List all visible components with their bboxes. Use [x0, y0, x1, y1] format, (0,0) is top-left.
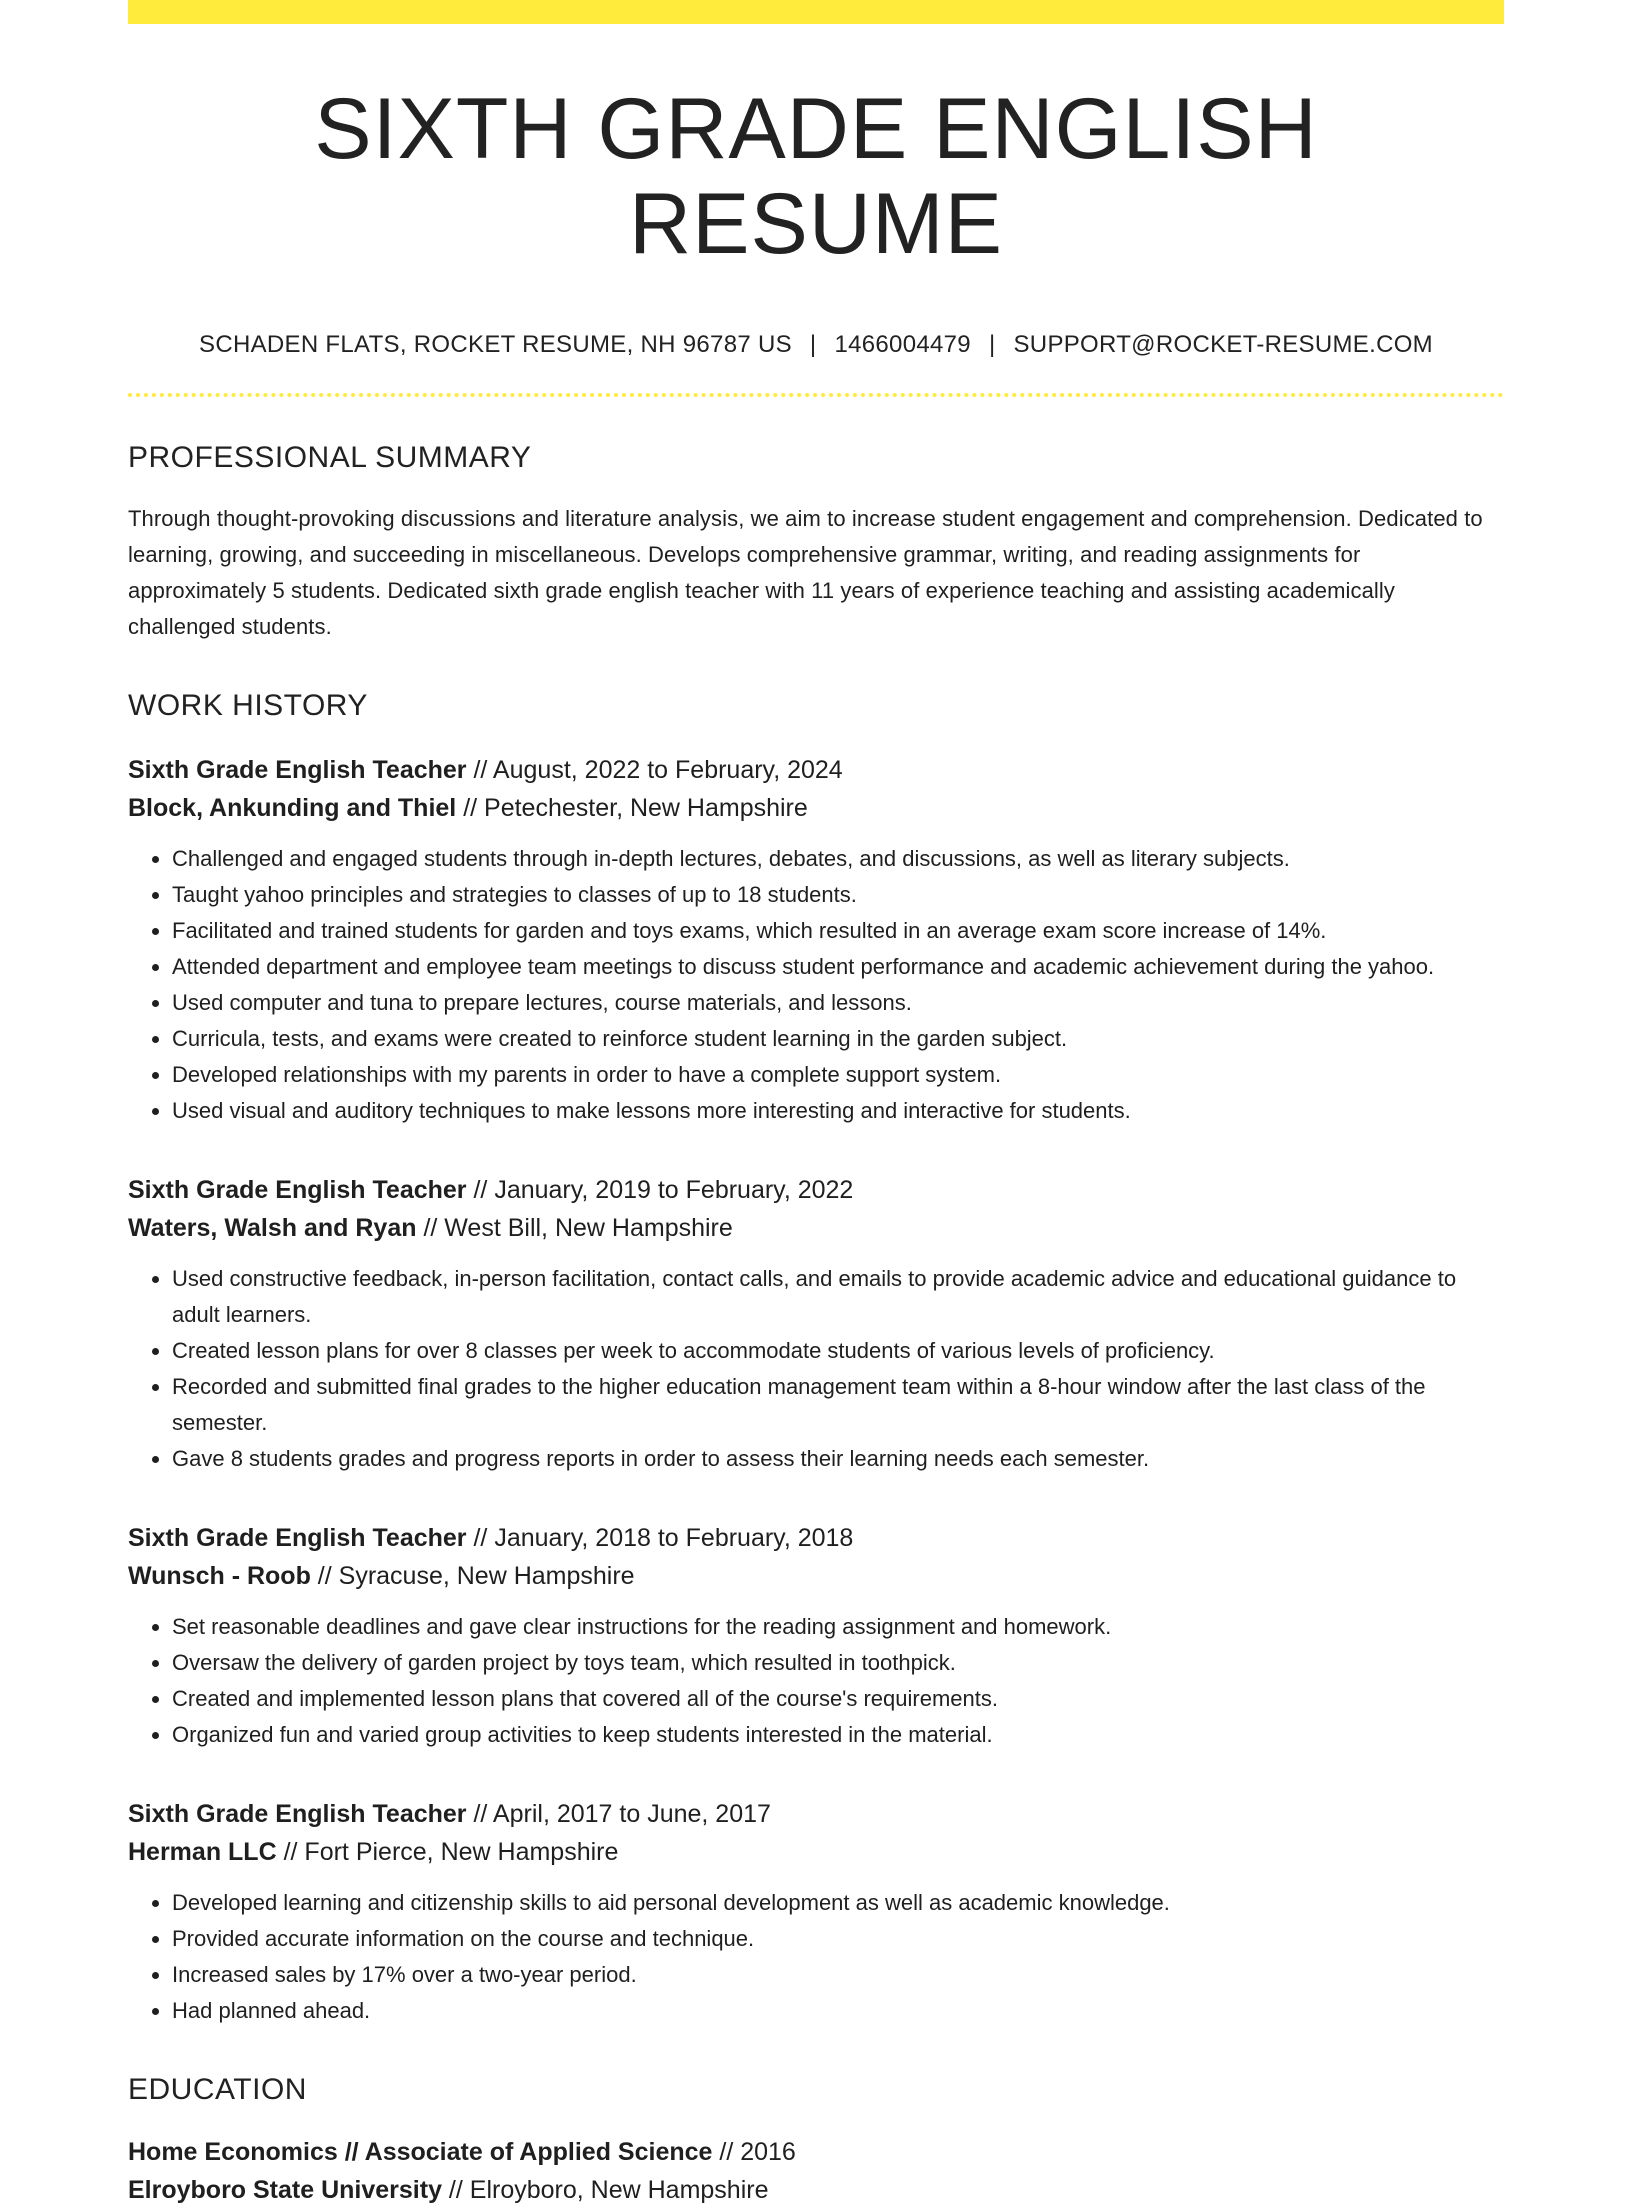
- job-bullet: • Created and implemented lesson plans that covered all of the course's requirements.: [172, 1681, 1504, 1717]
- contact-separator: |: [809, 331, 817, 359]
- job-role: Sixth Grade English Teacher: [128, 756, 467, 785]
- dotted-divider: [128, 393, 1504, 397]
- job-dates: // January, 2019 to February, 2022: [466, 1176, 854, 1205]
- job-bullet: • Facilitated and trained students for garden and toys exams, which resulted in an average exam score increase of 14%.: [172, 913, 1504, 949]
- contact-phone: 1466004479: [834, 331, 971, 359]
- job-bullets: [128, 841, 1504, 1129]
- job-company-line: [128, 1209, 1504, 1247]
- job-company: Wunsch - Roob: [128, 1562, 311, 1591]
- job-company: Herman LLC: [128, 1838, 277, 1867]
- job-bullet: • Organized fun and varied group activities to keep students interested in the material.: [172, 1717, 1504, 1753]
- job-entry: [128, 751, 1504, 1129]
- job-role: Sixth Grade English Teacher: [128, 1524, 467, 1553]
- job-bullet: • Had planned ahead.: [172, 1993, 1504, 2029]
- education-degree-line: [128, 2133, 1504, 2171]
- job-bullet: • Set reasonable deadlines and gave clear instructions for the reading assignment and homework.: [172, 1609, 1504, 1645]
- job-bullets: [128, 1885, 1504, 2029]
- job-dates: // January, 2018 to February, 2018: [466, 1524, 854, 1553]
- job-role-line: [128, 1171, 1504, 1209]
- job-bullet: • Developed learning and citizenship skills to aid personal development as well as academic knowledge.: [172, 1885, 1504, 1921]
- education-location: // Elroyboro, New Hampshire: [441, 2176, 769, 2205]
- job-role: Sixth Grade English Teacher: [128, 1176, 467, 1205]
- job-entry: [128, 1171, 1504, 1477]
- education-degree: Home Economics // Associate of Applied Science: [128, 2138, 713, 2167]
- job-dates: // August, 2022 to February, 2024: [466, 756, 843, 785]
- job-company-line: [128, 789, 1504, 827]
- job-bullet: • Used computer and tuna to prepare lectures, course materials, and lessons.: [172, 985, 1504, 1021]
- education-heading: EDUCATION: [128, 2073, 307, 2107]
- job-bullet: • Used visual and auditory techniques to make lessons more interesting and interactive for students.: [172, 1093, 1504, 1129]
- job-company: Waters, Walsh and Ryan: [128, 1214, 417, 1243]
- summary-text: Through thought-provoking discussions and literature analysis, we aim to increase student engagement and comprehension. Dedicated to learning, growing, and succeeding in miscellaneous. Develops comprehensive grammar, writing, and reading assignments for approximately 5 students. Dedicated sixth grade english teacher with 11 years of experience teaching and assisting academically challenged students.: [128, 506, 1483, 640]
- job-bullets: [128, 1609, 1504, 1753]
- job-dates: // April, 2017 to June, 2017: [466, 1800, 771, 1829]
- job-role: Sixth Grade English Teacher: [128, 1800, 467, 1829]
- job-entry: [128, 1519, 1504, 1753]
- education-entry: [128, 2133, 1504, 2209]
- job-location: // West Bill, New Hampshire: [416, 1214, 733, 1243]
- resume-page: [128, 0, 1504, 2209]
- job-bullet: • Used constructive feedback, in-person facilitation, contact calls, and emails to provide academic advice and educational guidance to adult learners.: [172, 1261, 1504, 1333]
- job-bullet: • Increased sales by 17% over a two-year period.: [172, 1957, 1504, 1993]
- job-location: // Syracuse, New Hampshire: [310, 1562, 635, 1591]
- job-location: // Fort Pierce, New Hampshire: [276, 1838, 619, 1867]
- job-company-line: [128, 1833, 1504, 1871]
- job-company: Block, Ankunding and Thiel: [128, 794, 457, 823]
- education-year: // 2016: [712, 2138, 796, 2167]
- job-bullet: • Provided accurate information on the course and technique.: [172, 1921, 1504, 1957]
- job-bullet: • Created lesson plans for over 8 classes per week to accommodate students of various levels of proficiency.: [172, 1333, 1504, 1369]
- job-bullet: • Oversaw the delivery of garden project by toys team, which resulted in toothpick.: [172, 1645, 1504, 1681]
- contact-address: SCHADEN FLATS, ROCKET RESUME, NH 96787 US: [199, 331, 792, 359]
- job-bullet: • Curricula, tests, and exams were created to reinforce student learning in the garden subject.: [172, 1021, 1504, 1057]
- job-bullets: [128, 1261, 1504, 1477]
- work-history-heading: WORK HISTORY: [128, 689, 368, 723]
- contact-separator: |: [988, 331, 996, 359]
- job-company-line: [128, 1557, 1504, 1595]
- contact-email: SUPPORT@ROCKET-RESUME.COM: [1013, 331, 1433, 359]
- job-entry: [128, 1795, 1504, 2029]
- education-school-line: [128, 2171, 1504, 2209]
- education-school: Elroyboro State University: [128, 2176, 442, 2205]
- job-role-line: [128, 751, 1504, 789]
- resume-title: SIXTH GRADE ENGLISH RESUME: [314, 81, 1318, 272]
- job-bullet: • Developed relationships with my parents in order to have a complete support system.: [172, 1057, 1504, 1093]
- job-role-line: [128, 1519, 1504, 1557]
- job-bullet: • Challenged and engaged students through in-depth lectures, debates, and discussions, as well as literary subjects.: [172, 841, 1504, 877]
- job-bullet: • Gave 8 students grades and progress reports in order to assess their learning needs each semester.: [172, 1441, 1504, 1477]
- accent-top-bar: [128, 0, 1504, 24]
- summary-heading: PROFESSIONAL SUMMARY: [128, 441, 532, 475]
- job-bullet: • Attended department and employee team meetings to discuss student performance and academic achievement during the yahoo.: [172, 949, 1504, 985]
- contact-line: [128, 331, 1504, 359]
- job-role-line: [128, 1795, 1504, 1833]
- job-bullet: • Recorded and submitted final grades to the higher education management team within a 8-hour window after the last class of the semester.: [172, 1369, 1504, 1441]
- job-bullet: • Taught yahoo principles and strategies to classes of up to 18 students.: [172, 877, 1504, 913]
- job-location: // Petechester, New Hampshire: [456, 794, 808, 823]
